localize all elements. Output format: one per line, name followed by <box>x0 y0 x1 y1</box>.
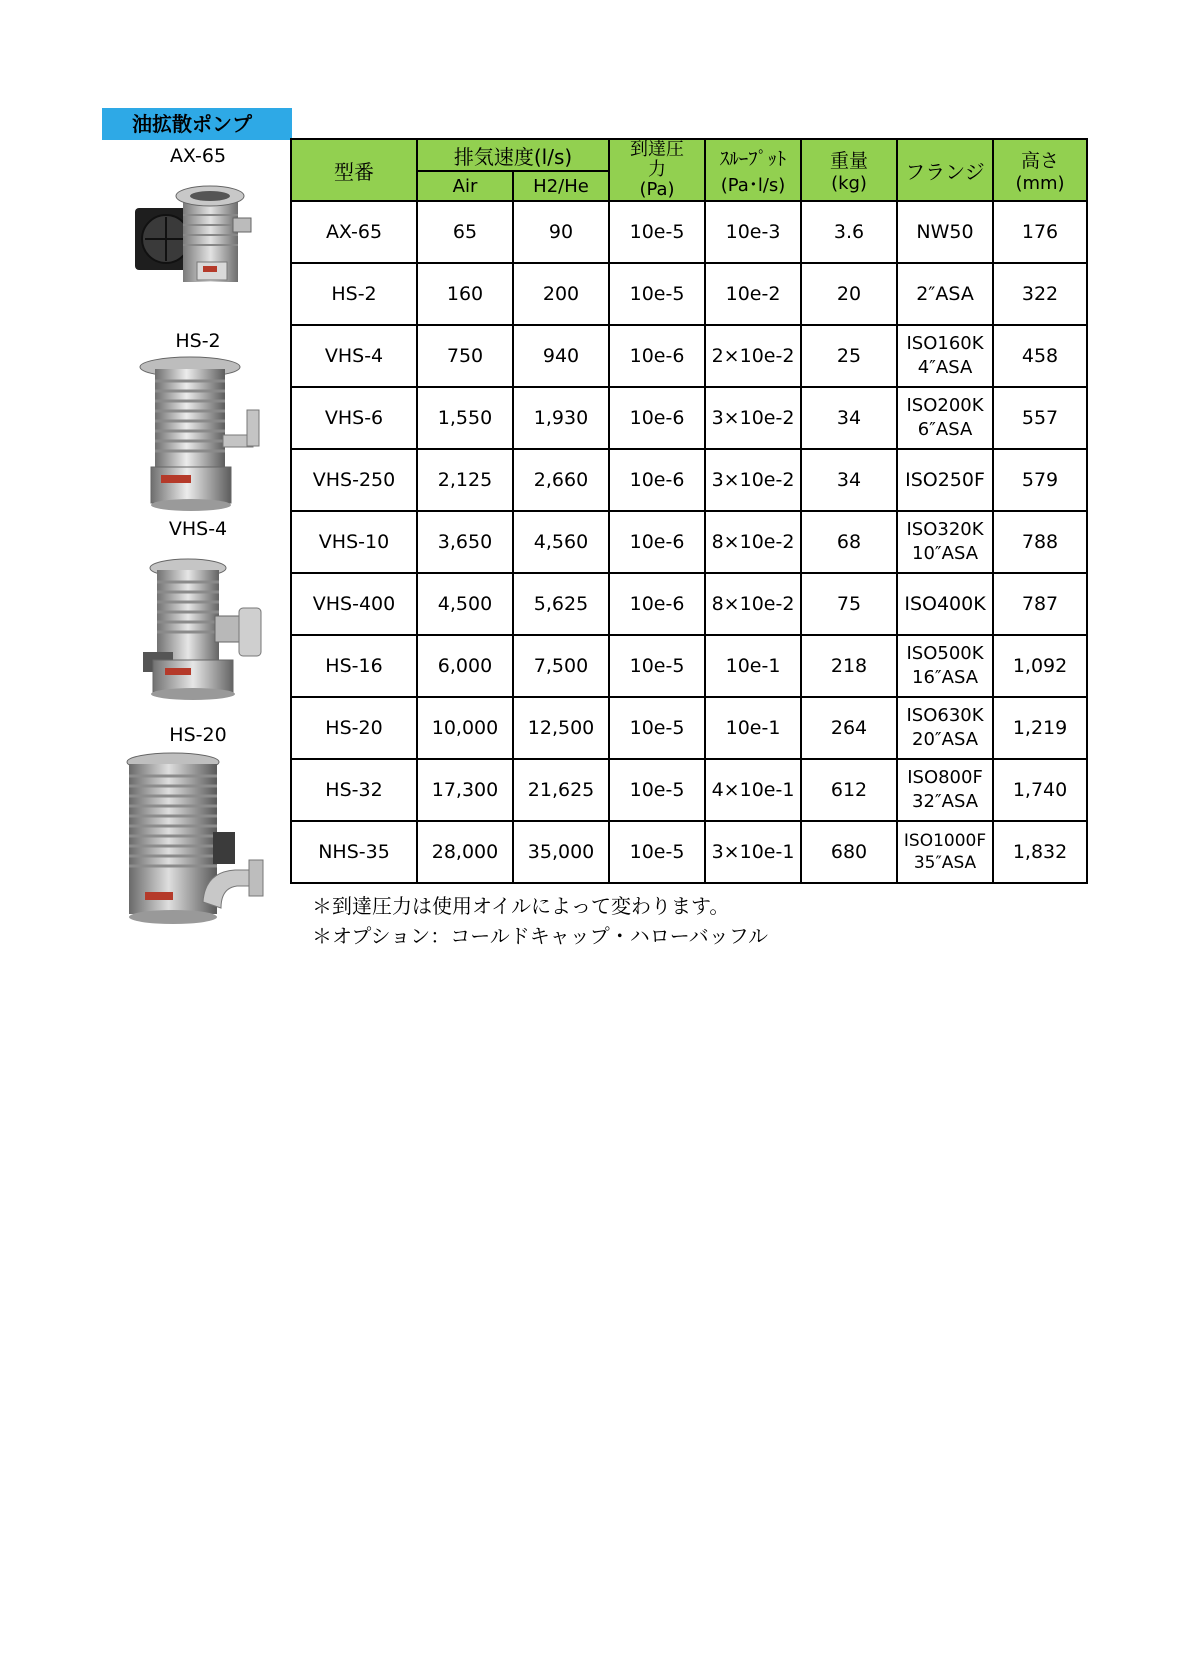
cell-pressure: 10e-6 <box>609 387 705 449</box>
cell-speed-h2he: 940 <box>513 325 609 387</box>
flange-line: 6″ASA <box>917 419 973 440</box>
cell-throughput: 8×10e-2 <box>705 511 801 573</box>
pump-vhs4-image <box>143 556 273 706</box>
cell-flange <box>897 759 993 821</box>
flange-line: 16″ASA <box>912 667 979 688</box>
cell-speed-h2he: 7,500 <box>513 635 609 697</box>
cell-flange <box>897 573 993 635</box>
cell-speed-h2he: 12,500 <box>513 697 609 759</box>
pump-hs20-image <box>125 752 265 937</box>
page-title: 油拡散ポンプ <box>102 108 292 140</box>
cell-height: 1,219 <box>993 697 1087 759</box>
cell-height: 458 <box>993 325 1087 387</box>
table-row <box>291 759 1087 821</box>
header-weight-unit: (kg) <box>831 173 867 194</box>
cell-model: VHS-6 <box>291 387 417 449</box>
cell-speed-h2he: 90 <box>513 201 609 263</box>
cell-model: VHS-4 <box>291 325 417 387</box>
cell-weight: 34 <box>801 449 897 511</box>
cell-throughput: 10e-1 <box>705 635 801 697</box>
header-flange: フランジ <box>897 139 993 201</box>
table-row <box>291 325 1087 387</box>
table-row <box>291 449 1087 511</box>
cell-flange <box>897 263 993 325</box>
table-row <box>291 697 1087 759</box>
flange-line: ISO630K <box>906 705 984 726</box>
table-row <box>291 201 1087 263</box>
header-height-unit: (mm) <box>1015 173 1065 194</box>
cell-model: NHS-35 <box>291 821 417 883</box>
cell-flange <box>897 821 993 883</box>
cell-height: 557 <box>993 387 1087 449</box>
cell-weight: 34 <box>801 387 897 449</box>
cell-speed-h2he: 200 <box>513 263 609 325</box>
header-throughput-label: ｽﾙｰﾌﾟｯﾄ <box>719 147 787 170</box>
cell-throughput: 4×10e-1 <box>705 759 801 821</box>
cell-model: HS-20 <box>291 697 417 759</box>
image-label-hs20: HS-20 <box>169 724 227 746</box>
cell-throughput: 3×10e-2 <box>705 387 801 449</box>
cell-weight: 264 <box>801 697 897 759</box>
table-row <box>291 263 1087 325</box>
cell-weight: 612 <box>801 759 897 821</box>
cell-height: 1,092 <box>993 635 1087 697</box>
header-speed: 排気速度(l/s) <box>417 139 609 171</box>
cell-model: VHS-250 <box>291 449 417 511</box>
header-height-label: 高さ <box>1021 150 1060 172</box>
flange-line: ISO200K <box>906 395 984 416</box>
header-speed-h2he: H2/He <box>513 171 609 201</box>
image-label-hs2: HS-2 <box>175 330 221 352</box>
header-weight-label: 重量 <box>830 150 869 172</box>
cell-throughput: 10e-1 <box>705 697 801 759</box>
note-options: ＊オプション：コールドキャップ・ハローバッフル <box>312 924 768 948</box>
cell-speed-h2he: 1,930 <box>513 387 609 449</box>
header-weight <box>801 139 897 201</box>
table-row <box>291 635 1087 697</box>
cell-model: VHS-400 <box>291 573 417 635</box>
flange-line: 32″ASA <box>912 791 979 812</box>
cell-height: 1,740 <box>993 759 1087 821</box>
flange-line: 4″ASA <box>917 357 973 378</box>
cell-model: HS-16 <box>291 635 417 697</box>
cell-speed-air: 4,500 <box>417 573 513 635</box>
cell-throughput: 8×10e-2 <box>705 573 801 635</box>
cell-weight: 25 <box>801 325 897 387</box>
cell-flange <box>897 325 993 387</box>
table-row <box>291 573 1087 635</box>
flange-line: ISO320K <box>906 519 984 540</box>
header-pressure <box>609 139 705 201</box>
cell-throughput: 10e-3 <box>705 201 801 263</box>
cell-height: 787 <box>993 573 1087 635</box>
table-row <box>291 511 1087 573</box>
cell-speed-air: 6,000 <box>417 635 513 697</box>
note-pressure: ＊到達圧力は使用オイルによって変わります。 <box>312 894 730 918</box>
cell-model: HS-32 <box>291 759 417 821</box>
flange-line: ISO160K <box>906 333 984 354</box>
cell-pressure: 10e-6 <box>609 511 705 573</box>
pump-hs2-image <box>135 355 265 515</box>
header-throughput <box>705 139 801 201</box>
flange-line: ISO1000F <box>903 831 987 851</box>
cell-weight: 68 <box>801 511 897 573</box>
cell-pressure: 10e-5 <box>609 821 705 883</box>
cell-speed-air: 17,300 <box>417 759 513 821</box>
table-row <box>291 821 1087 883</box>
cell-throughput: 3×10e-2 <box>705 449 801 511</box>
cell-speed-air: 2,125 <box>417 449 513 511</box>
cell-speed-air: 3,650 <box>417 511 513 573</box>
cell-flange <box>897 387 993 449</box>
header-throughput-unit: (Pa･l/s) <box>720 174 786 196</box>
flange-line: 10″ASA <box>912 543 979 564</box>
cell-pressure: 10e-6 <box>609 325 705 387</box>
cell-height: 176 <box>993 201 1087 263</box>
cell-height: 579 <box>993 449 1087 511</box>
pump-ax65-image <box>135 180 265 295</box>
cell-speed-air: 750 <box>417 325 513 387</box>
cell-speed-h2he: 21,625 <box>513 759 609 821</box>
cell-model: VHS-10 <box>291 511 417 573</box>
cell-flange <box>897 697 993 759</box>
flange-line: NW50 <box>916 221 974 243</box>
cell-pressure: 10e-5 <box>609 635 705 697</box>
cell-height: 322 <box>993 263 1087 325</box>
cell-weight: 20 <box>801 263 897 325</box>
cell-speed-h2he: 35,000 <box>513 821 609 883</box>
cell-speed-air: 1,550 <box>417 387 513 449</box>
cell-pressure: 10e-5 <box>609 759 705 821</box>
cell-speed-air: 28,000 <box>417 821 513 883</box>
cell-model: HS-2 <box>291 263 417 325</box>
cell-throughput: 10e-2 <box>705 263 801 325</box>
cell-flange <box>897 511 993 573</box>
cell-weight: 218 <box>801 635 897 697</box>
cell-speed-air: 10,000 <box>417 697 513 759</box>
cell-speed-h2he: 2,660 <box>513 449 609 511</box>
flange-line: 35″ASA <box>913 853 977 873</box>
cell-pressure: 10e-5 <box>609 201 705 263</box>
header-pressure-unit: (Pa) <box>639 179 675 200</box>
header-pressure-mid: 力 <box>648 159 667 180</box>
flange-line: ISO800F <box>907 767 983 788</box>
notes <box>312 891 768 951</box>
cell-pressure: 10e-5 <box>609 697 705 759</box>
cell-pressure: 10e-6 <box>609 573 705 635</box>
cell-weight: 680 <box>801 821 897 883</box>
cell-throughput: 3×10e-1 <box>705 821 801 883</box>
flange-line: 2″ASA <box>916 283 974 305</box>
header-model: 型番 <box>291 139 417 201</box>
cell-speed-h2he: 4,560 <box>513 511 609 573</box>
spec-table <box>290 138 1088 884</box>
cell-speed-h2he: 5,625 <box>513 573 609 635</box>
cell-throughput: 2×10e-2 <box>705 325 801 387</box>
cell-pressure: 10e-5 <box>609 263 705 325</box>
flange-line: 20″ASA <box>912 729 979 750</box>
header-pressure-top: 到達圧 <box>630 139 685 160</box>
cell-pressure: 10e-6 <box>609 449 705 511</box>
spec-table-body <box>291 201 1087 883</box>
cell-height: 1,832 <box>993 821 1087 883</box>
header-height <box>993 139 1087 201</box>
image-label-vhs4: VHS-4 <box>168 518 228 540</box>
cell-flange <box>897 449 993 511</box>
flange-line: ISO250F <box>905 469 985 491</box>
cell-model: AX-65 <box>291 201 417 263</box>
cell-weight: 3.6 <box>801 201 897 263</box>
flange-line: ISO400K <box>904 593 986 615</box>
table-row <box>291 387 1087 449</box>
cell-weight: 75 <box>801 573 897 635</box>
header-speed-air: Air <box>417 171 513 201</box>
flange-line: ISO500K <box>906 643 984 664</box>
cell-flange <box>897 201 993 263</box>
cell-flange <box>897 635 993 697</box>
cell-speed-air: 65 <box>417 201 513 263</box>
cell-height: 788 <box>993 511 1087 573</box>
image-label-ax65: AX-65 <box>169 145 227 167</box>
cell-speed-air: 160 <box>417 263 513 325</box>
